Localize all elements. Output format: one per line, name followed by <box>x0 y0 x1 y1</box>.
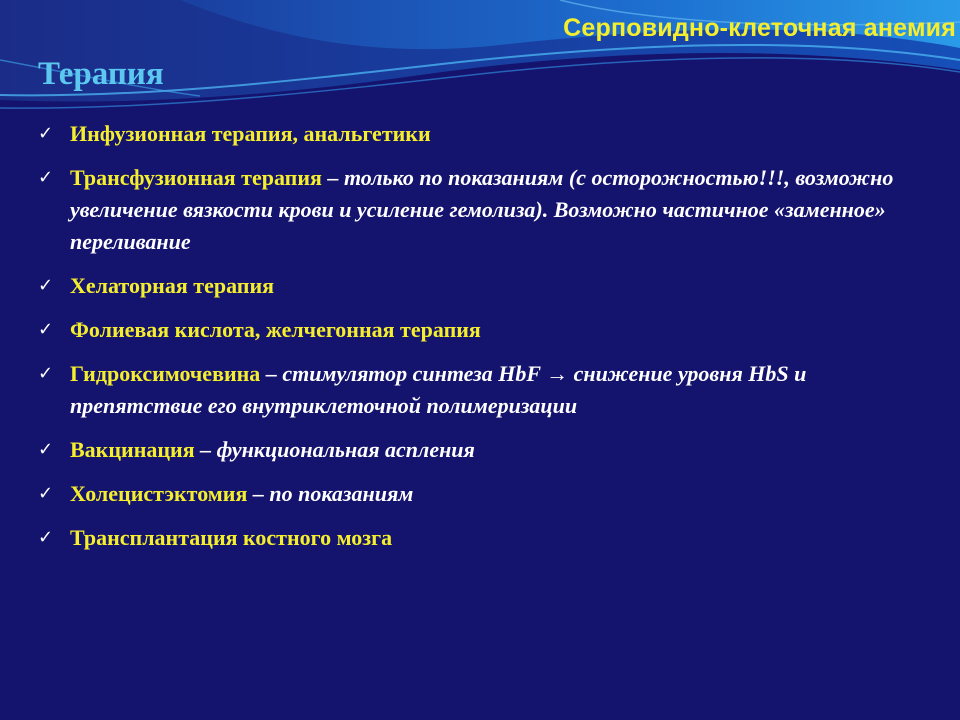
therapy-list <box>38 118 918 566</box>
item-highlight: Холецистэктомия <box>70 481 248 506</box>
checkmark-icon: ✓ <box>38 439 54 460</box>
list-item <box>38 478 918 510</box>
checkmark-icon: ✓ <box>38 363 54 384</box>
item-highlight: Гидроксимочевина <box>70 361 261 386</box>
list-item <box>38 522 918 554</box>
checkmark-icon: ✓ <box>38 319 54 340</box>
list-item <box>38 358 918 422</box>
list-item <box>38 162 918 258</box>
item-detail: – только по показаниям (с осторожностью!!!, возможно увеличение вязкости крови и усиление гемолиза). Возможно частичное «заменное» переливание <box>70 165 894 254</box>
slide-title: Серповидно-клеточная анемия <box>563 14 956 42</box>
item-highlight: Трансфузионная терапия <box>70 165 322 190</box>
checkmark-icon: ✓ <box>38 275 54 296</box>
item-highlight: Фолиевая кислота, желчегонная терапия <box>70 317 481 342</box>
item-highlight: Трансплантация костного мозга <box>70 525 393 550</box>
checkmark-icon: ✓ <box>38 123 54 144</box>
item-highlight: Вакцинация <box>70 437 195 462</box>
list-item <box>38 434 918 466</box>
list-item <box>38 118 918 150</box>
checkmark-icon: ✓ <box>38 167 54 188</box>
item-highlight: Хелаторная терапия <box>70 273 275 298</box>
item-highlight: Инфузионная терапия, анальгетики <box>70 121 431 146</box>
item-detail: – функциональная аспления <box>194 437 475 462</box>
checkmark-icon: ✓ <box>38 483 54 504</box>
list-item <box>38 314 918 346</box>
slide-subtitle: Терапия <box>38 56 164 92</box>
checkmark-icon: ✓ <box>38 527 54 548</box>
item-detail: – стимулятор синтеза HbF → снижение уровня HbS и препятствие его внутриклеточной полимеризации <box>70 361 807 418</box>
list-item <box>38 270 918 302</box>
item-detail: – по показаниям <box>247 481 414 506</box>
